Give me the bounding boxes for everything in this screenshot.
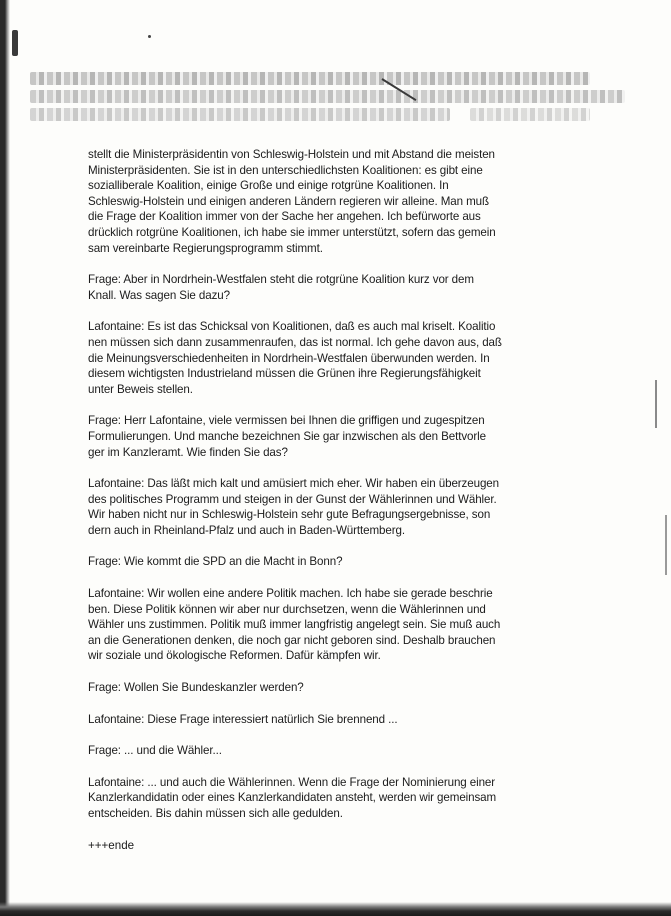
- paragraph-answer-nomination: Lafontaine: ... und auch die Wählerinnen. Wenn die Frage der Nominierung einer Kanzlerkandidatin oder eines Kanzlerkandidaten ansteht, werden wir gemeinsam entscheiden. Bis dahin müssen sich alle gedulden.: [88, 775, 497, 820]
- paragraph-question-voters: Frage: ... und die Wähler...: [88, 744, 222, 758]
- scan-mark-right-lower: [665, 515, 667, 575]
- paragraph-question-formulations: Frage: Herr Lafontaine, viele vermissen bei Ihnen die griffigen und zugespitzen Formulierungen. Und manche bezeichnen Sie gar inzwischen als den Bettvorle ger im Kanzleramt. Wie finden Sie das?: [88, 414, 486, 459]
- interview-text: [88, 147, 528, 853]
- scan-dot: [148, 35, 151, 38]
- paragraph-answer-coalitions: Lafontaine: Es ist das Schicksal von Koalitionen, daß es auch mal kriselt. Koalitio nen müssen sich dann zusammenraufen, das ist normal. Ich gehe davon aus, daß die Meinungsverschiedenheiten in Nordrhein-Westfalen überwunden werden. In diesem wichtigsten Industrieland müssen die Grünen ihre Regierungsfähigkeit unter Beweis stellen.: [88, 320, 502, 396]
- scan-left-edge: [0, 0, 10, 916]
- end-marker: +++ende: [88, 838, 135, 852]
- paragraph-answer-interest: Lafontaine: Diese Frage interessiert natürlich Sie brennend ...: [88, 712, 398, 726]
- paragraph-question-nrw: Frage: Aber in Nordrhein-Westfalen steht die rotgrüne Koalition kurz vor dem Knall. Was sagen Sie dazu?: [88, 273, 474, 302]
- paragraph-answer-program: Lafontaine: Das läßt mich kalt und amüsiert mich eher. Wir haben ein überzeugen des politisches Programm und steigen in der Gunst der Wählerinnen und Wähler. Wir haben nicht nur in Schleswig-Holstein sehr gute Befragungsergebnisse, son dern auch in Rheinland-Pfalz und auch in Baden-Württemberg.: [88, 477, 499, 537]
- scan-speck: [12, 30, 18, 56]
- paragraph-question-chancellor: Frage: Wollen Sie Bundeskanzler werden?: [88, 681, 304, 695]
- paragraph-question-power: Frage: Wie kommt die SPD an die Macht in Bonn?: [88, 555, 343, 569]
- paragraph-intro: stellt die Ministerpräsidentin von Schleswig-Holstein und mit Abstand die meisten Ministerpräsidenten. Sie ist in den unterschiedlichsten Koalitionen: es gibt eine sozialliberale Koalition, einige Große und einige rotgrüne Koalitionen. In Schleswig-Holstein und einigen anderen Ländern regieren wir alleine. Man muß die Frage der Koalition immer von der Sache her angehen. Ich befürworte aus drücklich rotgrüne Koalitionen, ich habe sie immer unterstützt, sofern das gemein sam vereinbarte Regierungsprogramm stimmt.: [88, 148, 496, 255]
- faded-header: [30, 68, 640, 136]
- paragraph-answer-politics: Lafontaine: Wir wollen eine andere Politik machen. Ich habe sie gerade beschrie ben. Diese Politik können wir aber nur durchsetzen, wenn die Wählerinnen und Wähler uns zustimmen. Politik muß immer langfristig angelegt sein. Sie muß auch an die Generationen denken, die noch gar nicht geboren sind. Deshalb brauchen wir soziale und ökologische Reformen. Dafür kämpfen wir.: [88, 587, 501, 663]
- scan-bottom-edge: [0, 902, 671, 916]
- scan-mark-right: [655, 380, 657, 428]
